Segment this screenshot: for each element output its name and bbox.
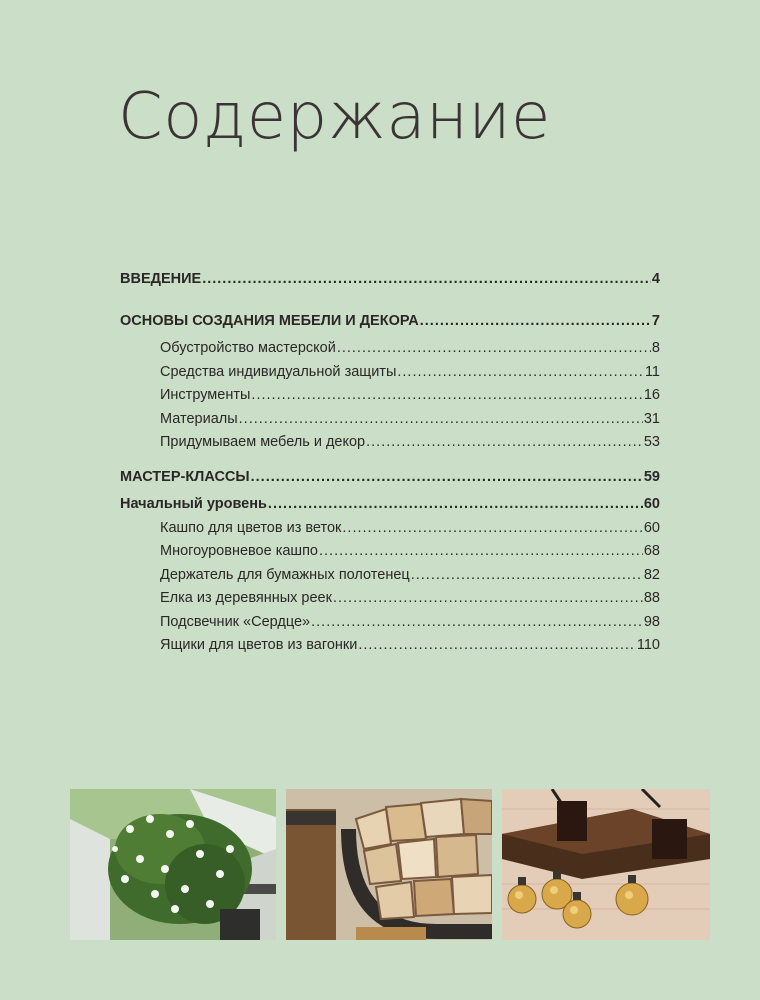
toc-page-number: 4 — [651, 271, 660, 287]
dot-leader — [202, 268, 651, 292]
toc-page-number: 82 — [643, 566, 660, 583]
toc-subentry[interactable] — [120, 337, 660, 361]
dot-leader — [239, 408, 643, 432]
dot-leader — [366, 431, 643, 455]
toc-page-number: 60 — [643, 519, 660, 536]
firewood-holder-photo — [286, 789, 492, 940]
dot-leader — [397, 361, 644, 385]
toc-page-number: 110 — [636, 637, 660, 653]
toc-label: Материалы — [160, 410, 238, 427]
toc-subentry[interactable] — [120, 517, 660, 541]
dot-leader — [251, 384, 642, 408]
toc-label: Придумываем мебель и декор — [160, 434, 366, 450]
flower-planter-photo — [70, 789, 276, 940]
dot-leader — [251, 466, 643, 490]
toc-label: Держатель для бумажных полотенец — [160, 566, 410, 583]
toc-subentry[interactable] — [120, 408, 660, 432]
page-title: Содержание — [118, 80, 551, 154]
toc-page-number: 60 — [643, 496, 660, 512]
dot-leader — [342, 517, 642, 541]
toc-subentry[interactable] — [120, 634, 660, 658]
toc-page-number: 31 — [643, 410, 660, 427]
dot-leader — [420, 310, 651, 334]
dot-leader — [411, 564, 643, 588]
toc-label: ОСНОВЫ СОЗДАНИЯ МЕБЕЛИ И ДЕКОРА — [120, 312, 419, 329]
wooden-lamp-photo — [502, 789, 710, 940]
toc-page-number: 11 — [644, 363, 660, 380]
toc-label: ВВЕДЕНИЕ — [120, 271, 202, 287]
toc-page-number: 98 — [643, 613, 660, 630]
toc-page-number: 53 — [643, 434, 660, 450]
toc-label: Средства индивидуальной защиты — [160, 363, 397, 380]
dot-leader — [311, 611, 643, 635]
toc-subentry[interactable] — [120, 564, 660, 588]
dot-leader — [358, 634, 636, 658]
toc-page-number: 16 — [643, 387, 660, 403]
dot-leader — [337, 337, 651, 361]
toc-label: Подсвечник «Сердце» — [160, 613, 311, 630]
toc-subentry[interactable] — [120, 611, 660, 635]
toc-page-number: 7 — [651, 312, 660, 329]
toc-label: Инструменты — [160, 387, 251, 403]
toc-page-number: 8 — [651, 340, 660, 356]
toc-label: Ящики для цветов из вагонки — [160, 637, 358, 653]
toc-page-number: 88 — [643, 590, 660, 606]
table-of-contents — [120, 268, 660, 658]
toc-label: Обустройство мастерской — [160, 340, 336, 356]
toc-entry-intro[interactable] — [120, 268, 660, 292]
toc-page-number: 68 — [643, 543, 660, 559]
photo-strip — [70, 789, 710, 940]
toc-entry-beginner[interactable] — [120, 493, 660, 517]
toc-label: Кашпо для цветов из веток — [160, 519, 342, 536]
toc-subentry[interactable] — [120, 540, 660, 564]
toc-entry-basics[interactable] — [120, 310, 660, 334]
toc-label: МАСТЕР-КЛАССЫ — [120, 468, 250, 485]
toc-page-number: 59 — [643, 468, 660, 485]
dot-leader — [333, 587, 643, 611]
toc-label: Многоуровневое кашпо — [160, 543, 318, 559]
toc-label: Начальный уровень — [120, 496, 267, 512]
toc-subentry[interactable] — [120, 384, 660, 408]
dot-leader — [268, 493, 643, 517]
toc-entry-masterclasses[interactable] — [120, 466, 660, 490]
toc-subentry[interactable] — [120, 361, 660, 385]
dot-leader — [319, 540, 643, 564]
toc-label: Елка из деревянных реек — [160, 590, 332, 606]
toc-subentry[interactable] — [120, 587, 660, 611]
toc-subentry[interactable] — [120, 431, 660, 455]
